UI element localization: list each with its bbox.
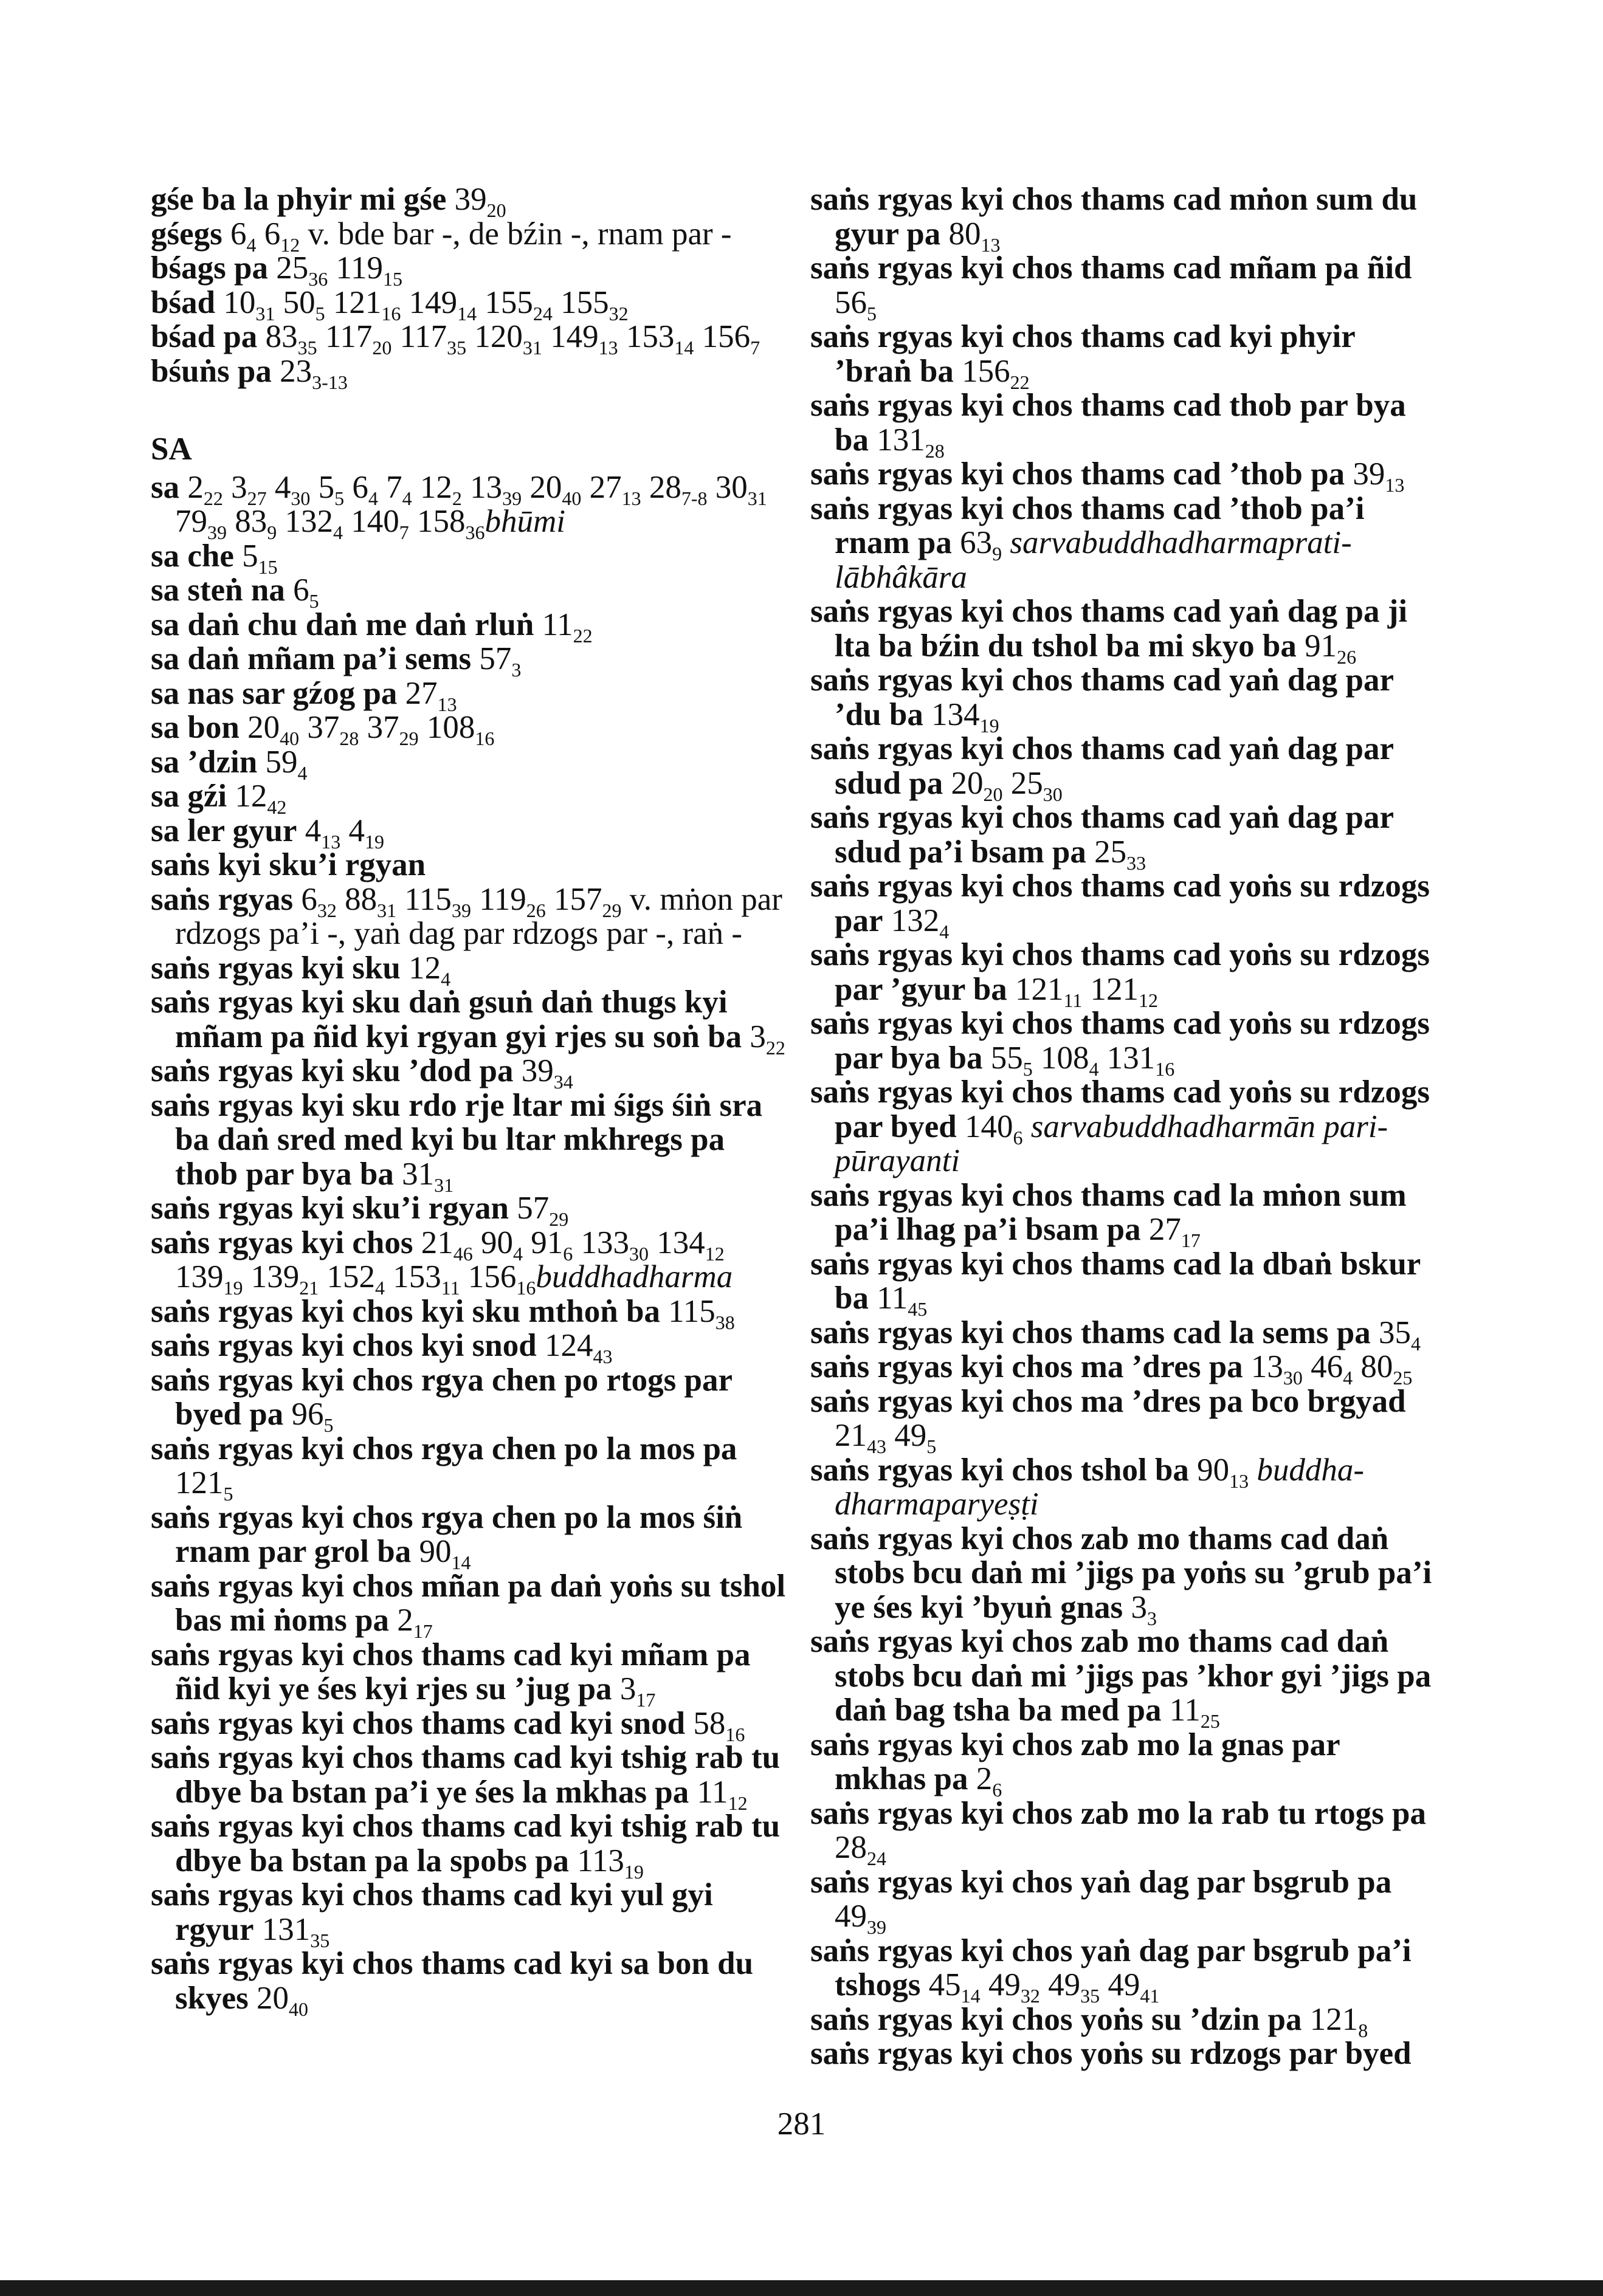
index-entry (810, 1727, 1436, 1801)
index-entry (151, 1705, 786, 1745)
index-entry (810, 1864, 1436, 1938)
page-references: $3_{17}$ (619, 1671, 656, 1711)
index-term: saṅs rgyas kyi chos thams cad kyi mñam pa ñid kyi ye śes kyi rjes su ’jug pa (151, 1637, 751, 1707)
index-column-right (810, 182, 1436, 2071)
index-entry (810, 594, 1436, 668)
page-references: $49_{39}$ (835, 1899, 886, 1938)
index-entry (810, 1624, 1436, 1732)
page-references: $134_{19}$ (931, 696, 999, 737)
index-entry (151, 985, 786, 1059)
page-references: $140_6$ sarvabuddhadharmān pari-pūrayanti (835, 1108, 1388, 1178)
page-references: $25_{33}$ (1094, 834, 1146, 874)
page-references: $132_4$ (891, 902, 950, 943)
index-term: saṅs rgyas (151, 881, 294, 917)
scan-edge-bar (0, 2280, 1603, 2296)
index-term: saṅs rgyas kyi chos thams cad ’thob pa’i rnam pa (810, 490, 1365, 560)
index-term: saṅs rgyas kyi chos yaṅ dag par bsgrub pa’i tshogs (810, 1933, 1412, 2002)
page-references: $6_{32}$ $88_{31}$ $115_{39}$ $119_{26}$ $157_{29}$ v. mṅon par rdzogs pa’i -, yaṅ dag par rdzogs par -, raṅ - (175, 881, 782, 951)
page-references: $12_{42}$ (235, 779, 287, 818)
index-entry (810, 1075, 1436, 1178)
index-entry (151, 779, 786, 818)
index-entry (151, 1877, 786, 1951)
index-term: saṅs rgyas kyi chos thams cad yoṅs su rdzogs par (810, 868, 1430, 938)
page-references: $27_{17}$ (1148, 1212, 1201, 1251)
index-term: saṅs rgyas kyi chos zab mo la rab tu rtogs pa (810, 1795, 1426, 1831)
index-entry (151, 675, 786, 715)
index-term: saṅs rgyas kyi chos thams cad mñam pa ñid (810, 250, 1412, 286)
index-entry (810, 388, 1436, 462)
index-entry (151, 182, 786, 221)
page-references: $2_{17}$ (397, 1603, 433, 1642)
index-entry (151, 572, 786, 612)
index-entry (151, 1946, 786, 2020)
page-references: $63_9$ sarvabuddhadharmaprati-lābhâkāra (835, 525, 1352, 595)
page-references: $13_{30}$ $46_4$ $80_{25}$ (1250, 1349, 1413, 1389)
index-entry (151, 950, 786, 990)
index-entry (151, 710, 786, 749)
page-references: $20_{20}$ $25_{30}$ (951, 765, 1063, 805)
index-term: bśuṅs pa (151, 353, 272, 389)
page-references: $80_{13}$ (948, 216, 1001, 256)
index-entry (810, 937, 1436, 1011)
index-entry (810, 1521, 1436, 1629)
index-entry (151, 284, 786, 325)
index-term: saṅs rgyas kyi chos ma ’dres pa bco brgyad (810, 1383, 1406, 1419)
page-references: $96_5$ (291, 1397, 334, 1436)
index-entry (151, 744, 786, 784)
index-term: saṅs rgyas kyi chos thams cad yaṅ dag pa ji lta ba bźin du tshol ba mi skyo ba (810, 594, 1408, 664)
page-references: $4_{13}$ $4_{19}$ (305, 813, 384, 853)
page-references: $58_{16}$ (693, 1705, 745, 1745)
index-term: saṅs rgyas kyi chos thams cad kyi tshig rab tu dbye ba bstan pa’i ye śes la mkhas pa (151, 1740, 781, 1810)
section-heading: SA (151, 431, 192, 467)
index-entry (151, 469, 786, 543)
index-term: saṅs rgyas kyi chos yoṅs su ’dzin pa (810, 2001, 1302, 2037)
index-term: gśe ba la phyir mi gśe (151, 182, 447, 217)
page-references: $6_5$ (293, 572, 319, 612)
page-references: $121_5$ (175, 1465, 233, 1505)
index-entry (151, 1087, 786, 1196)
index-term: saṅs rgyas kyi sku’i rgyan (151, 1191, 509, 1226)
page-references: $56_5$ (835, 284, 877, 325)
index-entry (151, 1328, 786, 1367)
index-entry (151, 607, 786, 647)
page-references: $27_{13}$ (405, 675, 457, 715)
index-entry (810, 662, 1436, 737)
index-entry (810, 1315, 1436, 1355)
page-references: $39_{13}$ (1353, 456, 1405, 496)
index-term: saṅs rgyas kyi chos kyi sku mthoṅ ba (151, 1293, 660, 1329)
page-references: $156_{22}$ (962, 353, 1030, 393)
index-entry (810, 1349, 1436, 1389)
index-term: bśags pa (151, 250, 268, 286)
index-entry (810, 1453, 1436, 1522)
index-entry (810, 1795, 1436, 1869)
page-references: $55_5$ $108_4$ $131_{16}$ (990, 1040, 1175, 1080)
index-term: saṅs rgyas kyi chos yaṅ dag par bsgrub pa (810, 1864, 1392, 1900)
index-term: saṅs rgyas kyi chos thams cad ’thob pa (810, 456, 1345, 492)
index-entry (151, 1225, 786, 1299)
index-entry (810, 1006, 1436, 1080)
page-references: $20_{40}$ (257, 1980, 309, 2020)
index-term: saṅs rgyas kyi chos thams cad yaṅ dag par sdud pa (810, 731, 1394, 801)
page-references: $21_{43}$ $49_5$ (835, 1418, 937, 1457)
page-references: $90_{13}$ buddha-dharmaparyeṣṭi (835, 1452, 1365, 1522)
index-term: saṅs rgyas kyi chos thams cad mṅon sum du gyur pa (810, 182, 1418, 252)
index-term: saṅs rgyas kyi chos thams cad yoṅs su rdzogs par bya ba (810, 1006, 1430, 1076)
page-references: $39_{20}$ (454, 182, 506, 221)
page-references: $57_{29}$ (517, 1191, 569, 1230)
index-entry (151, 216, 786, 256)
page-references: $11_{25}$ (1169, 1693, 1220, 1732)
index-entry (151, 1637, 786, 1711)
index-entry (151, 848, 786, 882)
page-references: $28_{24}$ (835, 1830, 886, 1869)
index-entry (810, 250, 1436, 325)
index-entry (151, 1053, 786, 1093)
page-references: $35_4$ (1378, 1315, 1421, 1355)
index-entry (151, 353, 786, 393)
index-entry (151, 1293, 786, 1333)
page-references: $131_{35}$ (261, 1911, 330, 1951)
index-entry (810, 182, 1436, 256)
index-entry (151, 1499, 786, 1573)
index-term: saṅs rgyas kyi chos zab mo thams cad daṅ stobs bcu daṅ mi ’jigs pas ’khor gyi ’jigs pa daṅ bag tsha ba med pa (810, 1624, 1432, 1728)
index-entry (810, 2036, 1436, 2071)
index-entry (810, 1383, 1436, 1457)
page-references: $2_{22}$ $3_{27}$ $4_{30}$ $5_5$ $6_4$ $7_4$ $12_2$ $13_{39}$ $20_{40}$ $27_{13}$ $28_{7-8}$ $30_{31}$ $79_{39}$ $83_9$ $132_4$ $140_7$ $158_{36}bhūmi$ (175, 469, 767, 543)
index-term: saṅs rgyas kyi chos ma ’dres pa (810, 1349, 1243, 1384)
index-entry (151, 1191, 786, 1230)
page-references: $12_4$ (409, 950, 451, 990)
index-term: sa steṅ na (151, 572, 285, 608)
index-term: saṅs rgyas kyi chos thams cad kyi yul gyi rgyur (151, 1877, 713, 1947)
page-number: 281 (777, 2106, 826, 2142)
page-references: $124_{43}$ (544, 1328, 613, 1367)
index-entry (151, 882, 786, 951)
index-term: saṅs rgyas kyi chos (151, 1225, 413, 1260)
index-entry (151, 1809, 786, 1883)
index-term: saṅs rgyas kyi chos rgya chen po la mos pa (151, 1431, 737, 1466)
index-term: sa bon (151, 710, 240, 745)
index-term: saṅs rgyas kyi sku daṅ gsuṅ daṅ thugs kyi mñam pa ñid kyi rgyan gyi rjes su soṅ ba (151, 985, 742, 1054)
index-entry (151, 250, 786, 290)
page-references: $113_{19}$ (577, 1843, 644, 1883)
index-term: sa ler gyur (151, 813, 297, 848)
page-references: $57_3$ (479, 641, 522, 681)
index-entry (810, 868, 1436, 943)
index-term: saṅs rgyas kyi chos kyi snod (151, 1328, 537, 1363)
index-term: sa gźi (151, 779, 227, 814)
index-term: saṅs rgyas kyi chos zab mo la gnas par mkhas pa (810, 1727, 1340, 1796)
index-term: saṅs rgyas kyi chos thams cad yoṅs su rdzogs par ’gyur ba (810, 937, 1430, 1007)
index-term: saṅs rgyas kyi chos thams cad yaṅ dag par sdud pa’i bsam pa (810, 800, 1394, 870)
index-term: saṅs rgyas kyi chos rgya chen po rtogs par byed pa (151, 1362, 733, 1432)
index-term: saṅs rgyas kyi chos tshol ba (810, 1452, 1189, 1488)
index-term: bśad pa (151, 319, 258, 354)
index-term: saṅs rgyas kyi chos zab mo thams cad daṅ stobs bcu daṅ mi ’jigs pa yoṅs su ’grub pa’i ye śes kyi ’byuṅ gnas (810, 1521, 1432, 1625)
index-term: saṅs rgyas kyi sku (151, 950, 401, 986)
page-references: $59_4$ (265, 744, 308, 784)
index-column-left (151, 182, 786, 2020)
index-entry (810, 731, 1436, 805)
index-term: saṅs rgyas kyi chos mñan pa daṅ yoṅs su tshol bas mi ṅoms pa (151, 1568, 786, 1638)
index-entry (151, 641, 786, 681)
page-references: $3_{22}$ (750, 1019, 785, 1059)
page-references: $3_3$ (1131, 1589, 1157, 1629)
index-entry (151, 319, 786, 359)
index-entry (810, 1933, 1436, 2007)
index-entry (810, 1177, 1436, 1251)
index-term: gśegs (151, 216, 222, 252)
index-entry (810, 1246, 1436, 1320)
page-references: $115_{38}$ (668, 1293, 735, 1333)
index-term: sa daṅ chu daṅ me daṅ rluṅ (151, 607, 534, 642)
index-entry (810, 2001, 1436, 2041)
index-term: saṅs rgyas kyi chos thams cad la dbaṅ bskur ba (810, 1246, 1421, 1316)
index-term: sa nas sar gźog pa (151, 675, 398, 711)
page-references: $10_{31}$ $50_5$ $121_{16}$ $149_{14}$ $155_{24}$ $155_{32}$ (223, 284, 629, 325)
index-term: saṅs rgyas kyi sku ’dod pa (151, 1053, 514, 1088)
index-entry (810, 456, 1436, 496)
page-references: $6_4$ $6_{12}$ v. bde bar -, de bźin -, rnam par - (230, 216, 732, 256)
index-entry (810, 492, 1436, 595)
page-references: $11_{45}$ (877, 1280, 928, 1320)
index-term: saṅs rgyas kyi chos thams cad kyi phyir ’braṅ ba (810, 319, 1355, 389)
index-term: sa (151, 469, 180, 505)
index-term: bśad (151, 284, 216, 320)
index-term: saṅs rgyas kyi chos thams cad kyi snod (151, 1705, 686, 1741)
page-references: $90_{14}$ (419, 1534, 471, 1573)
index-entry (151, 1431, 786, 1505)
page-references: $121_{11}$ $121_{12}$ (1015, 971, 1159, 1011)
page-references: $45_{14}$ $49_{32}$ $49_{35}$ $49_{41}$ (928, 1967, 1160, 2007)
index-entry (151, 1568, 786, 1642)
page-references: $91_{26}$ (1305, 628, 1357, 668)
page-references: $2_6$ (976, 1761, 1002, 1801)
page-references: $25_{36}$ $119_{15}$ (276, 250, 402, 290)
index-term: saṅs rgyas kyi chos thams cad la sems pa (810, 1315, 1371, 1350)
index-entry (151, 538, 786, 578)
index-entry (810, 800, 1436, 874)
page-references: $31_{31}$ (402, 1156, 454, 1196)
index-entry (151, 813, 786, 853)
page-references: $131_{28}$ (877, 422, 945, 462)
index-term: sa che (151, 538, 234, 574)
page-references: $5_{15}$ (242, 538, 278, 578)
index-entry (151, 1362, 786, 1436)
index-term: saṅs rgyas kyi chos thams cad la mṅon sum pa’i lhag pa’i bsam pa (810, 1177, 1407, 1247)
index-entry (151, 1740, 786, 1814)
index-term: sa ’dzin (151, 744, 258, 780)
page-references: $11_{22}$ (542, 607, 593, 647)
page-references: $20_{40}$ $37_{28}$ $37_{29}$ $108_{16}$ (247, 710, 495, 749)
index-term: saṅs rgyas kyi sku rdo rje ltar mi śigs śiṅ sra ba daṅ sred med kyi bu ltar mkhregs pa thob par bya ba (151, 1087, 763, 1192)
index-term: saṅs rgyas kyi chos thams cad kyi tshig rab tu dbye ba bstan pa la spobs pa (151, 1809, 781, 1878)
index-term: sa daṅ mñam pa’i sems (151, 641, 472, 676)
page-references: $21_{46}$ $90_4$ $91_6$ $133_{30}$ $134_{12}$ $139_{19}$ $139_{21}$ $152_4$ $153_{11}$ $156_{16}buddhadharma$ (175, 1225, 733, 1299)
index-term: saṅs kyi sku’i rgyan (151, 847, 426, 882)
index-term: saṅs rgyas kyi chos thams cad thob par bya ba (810, 388, 1406, 458)
page-references: $39_{34}$ (521, 1053, 573, 1093)
page-references: $11_{12}$ (697, 1774, 748, 1814)
page-references: $83_{35}$ $117_{20}$ $117_{35}$ $120_{31}$ $149_{13}$ $153_{14}$ $156_7$ (265, 319, 760, 359)
index-term: saṅs rgyas kyi chos thams cad yaṅ dag par ’du ba (810, 662, 1394, 732)
page-references: $121_8$ (1309, 2001, 1368, 2041)
index-term: saṅs rgyas kyi chos rgya chen po la mos śiṅ rnam par grol ba (151, 1499, 743, 1569)
index-entry (810, 319, 1436, 393)
index-term: saṅs rgyas kyi chos thams cad kyi sa bon du skyes (151, 1946, 754, 2016)
index-term: saṅs rgyas kyi chos thams cad yoṅs su rdzogs par byed (810, 1074, 1430, 1144)
index-term: saṅs rgyas kyi chos yoṅs su rdzogs par byed (810, 2036, 1412, 2071)
page-references: $23_{3-13}$ (280, 353, 348, 393)
